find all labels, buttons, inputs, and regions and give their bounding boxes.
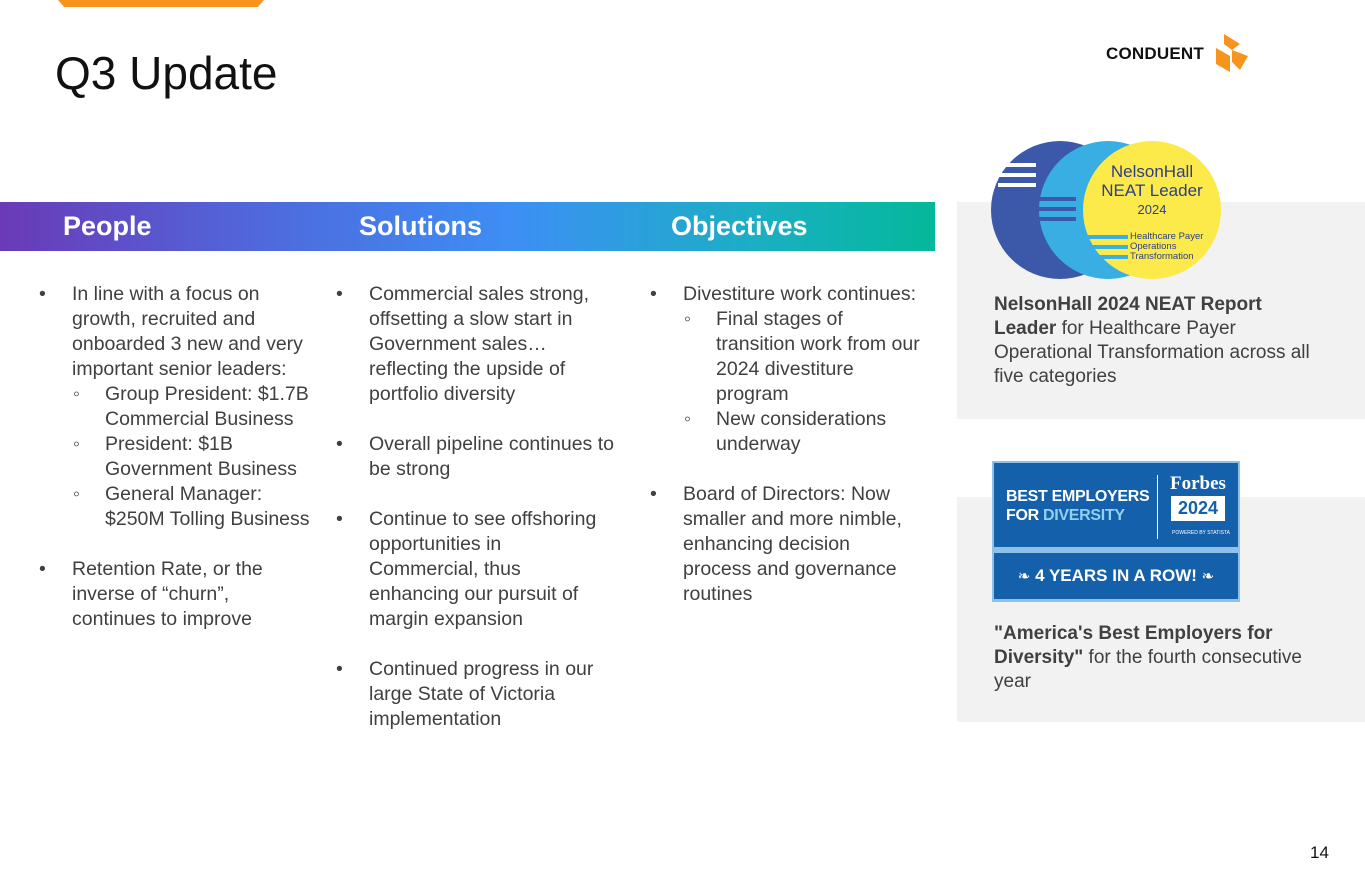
list-item: • Retention Rate, or the inverse of “churn”, continues to improve [39,557,314,632]
forbes-badge-top [994,463,1238,547]
logo-text: CONDUENT [1106,44,1204,63]
badge-year: 2024 [1137,202,1167,217]
list-item: • Overall pipeline continues to be strong [336,432,614,482]
conduent-mark-icon [1210,34,1250,74]
list-item: ◦ New considerations underway [683,407,922,457]
badge-category-line: Healthcare Payer [1130,231,1204,242]
forbes-streak-banner [994,553,1238,599]
people-heading: People [63,211,152,241]
nelsonhall-badge [990,139,1222,282]
caption-rest: for Healthcare Payer Operational Transformation across all five categories [994,318,1310,387]
laurel-left-icon: ❧ [1017,568,1031,585]
list-item: ◦ General Manager: $250M Tolling Business [72,482,314,532]
forbes-powered: POWERED BY STATISTA [1172,530,1230,536]
forbes-award-caption [994,622,1314,694]
list-item: ◦ Group President: $1.7B Commercial Business [72,382,314,432]
objectives-column [650,282,922,632]
solutions-heading: Solutions [359,211,482,241]
people-column [39,282,314,657]
forbes-year: 2024 [1171,496,1225,521]
top-accent-bar [58,0,264,7]
badge-category-line: Operations [1130,241,1177,252]
forbes-divider [1157,475,1158,539]
page-title: Q3 Update [55,47,278,99]
badge-category-line: Transformation [1130,251,1194,262]
list-item: ◦ President: $1B Government Business [72,432,314,482]
conduent-logo [1106,34,1250,74]
objectives-heading: Objectives [671,211,808,241]
list-item: ◦ Final stages of transition work from our 2024 divestiture program [683,307,922,407]
page-number: 14 [1310,843,1329,862]
list-item: • Board of Directors: Now smaller and more nimble, enhancing decision process and governance routines [650,482,922,607]
badge-subtitle: NEAT Leader [1101,181,1203,200]
list-item: • Divestiture work continues: ◦ Final stages of transition work from our 2024 divestiture program ◦ New considerations underway [650,282,922,457]
list-item: • Commercial sales strong, offsetting a slow start in Government sales… reflecting the upside of portfolio diversity [336,282,614,407]
list-item: • Continue to see offshoring opportunities in Commercial, thus enhancing our pursuit of margin expansion [336,507,614,632]
forbes-streak-text: 4 YEARS IN A ROW! [1035,566,1197,585]
list-item: • In line with a focus on growth, recruited and onboarded 3 new and very important senior leaders: ◦ Group President: $1.7B Commercial Business ◦ President: $1B Government Business ◦ General Manager: $250M Tolling Business [39,282,314,532]
laurel-right-icon: ❧ [1201,568,1215,585]
nelsonhall-award-caption [994,293,1324,389]
forbes-badge-text: BEST EMPLOYERS FOR DIVERSITY [1006,488,1150,524]
list-item: • Continued progress in our large State of Victoria implementation [336,657,614,732]
caption-bold: NelsonHall 2024 NEAT Report Leader [994,294,1262,339]
caption-bold: "America's Best Employers for Diversity" [994,623,1273,668]
solutions-column [336,282,614,757]
caption-rest: for the fourth consecutive year [994,647,1302,692]
forbes-badge [992,461,1240,602]
forbes-brand: Forbes [1170,473,1226,494]
badge-title: NelsonHall [1110,162,1194,181]
